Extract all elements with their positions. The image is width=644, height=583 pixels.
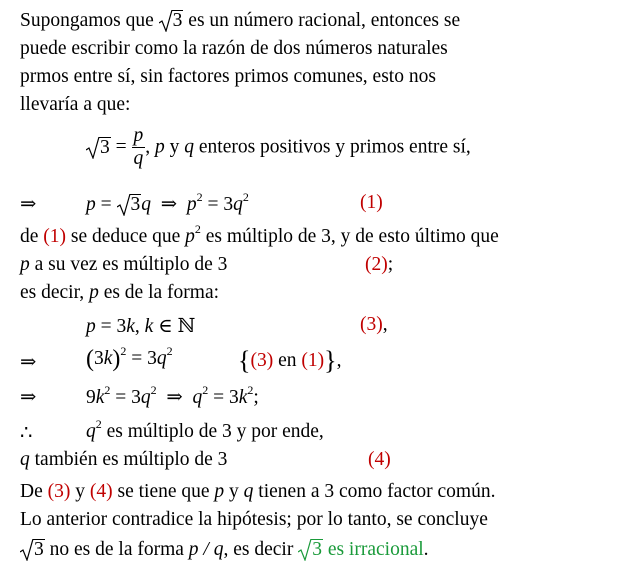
radical-sign-icon — [117, 194, 131, 216]
step-1-arrow: ⇒ — [20, 194, 37, 215]
deduce-line-3: es decir, p es de la forma: — [20, 282, 220, 303]
intro-line-2: puede escribir como la razón de dos números naturales — [20, 38, 448, 59]
radical-sign-icon — [20, 539, 34, 561]
equation-definition: 3 = $\frac{p}{q}$ , p y q enteros positivos y primos entre sí, — [86, 125, 471, 170]
sqrt-3: 3 — [86, 137, 111, 159]
text: es un número racional, entonces se — [188, 10, 461, 31]
step-4-reference: {(3) en (1)}, — [238, 346, 342, 375]
step-6-line-2: q también es múltiplo de 3 — [20, 449, 228, 470]
step-4-equation: $(3k)^2 = 3q^2$ — [86, 344, 173, 372]
radical-sign-icon — [298, 539, 312, 561]
therefore-symbol: ∴ — [20, 423, 33, 444]
label-4: (4) — [368, 449, 391, 470]
radical-sign-icon — [159, 10, 173, 32]
sqrt-3: 3 — [20, 539, 45, 561]
deduce-line-1: de (1) se deduce que $p^2$ es múltiplo de 3, y de esto último que — [20, 222, 499, 247]
fraction-p-over-q: $\frac{p}{q}$ — [133, 125, 144, 169]
conclusion-line-1: De (3) y (4) se tiene que p y q tienen a 3 como factor común. — [20, 481, 496, 502]
conclusion-line-3: 3 no es de la forma p / q, es decir 3 es irracional. — [20, 539, 429, 561]
step-4-arrow: ⇒ — [20, 352, 37, 373]
text: Supongamos que — [20, 10, 154, 31]
sqrt-3-highlighted: 3 — [298, 539, 323, 561]
radical-sign-icon — [86, 137, 100, 159]
step-5-arrow: ⇒ — [20, 387, 37, 408]
step-6-line-1: $q^2$ es múltiplo de 3 y por ende, — [86, 417, 324, 442]
sqrt-3: 3 — [117, 194, 142, 216]
step-1-equation: p = 3q ⇒ $p^2 = 3q^2$ — [86, 190, 249, 215]
label-1: (1) — [360, 192, 383, 213]
label-3: (3), — [360, 314, 388, 335]
label-2: (2); — [365, 254, 394, 275]
conclusion-line-2: Lo anterior contradice la hipótesis; por lo tanto, se concluye — [20, 509, 488, 530]
sqrt-3: 3 — [159, 10, 184, 32]
intro-line-3: prmos entre sí, sin factores primos comunes, esto nos — [20, 66, 436, 87]
intro-line-1 — [20, 10, 460, 32]
step-5-equation: $9k^2 = 3q^2$ ⇒ $q^2 = 3k^2$; — [86, 383, 259, 408]
intro-line-4: llevaría a que: — [20, 94, 131, 115]
deduce-line-2: p a su vez es múltiplo de 3 — [20, 254, 228, 275]
step-3-equation: p = 3k, k ∈ ℕ — [86, 316, 196, 337]
